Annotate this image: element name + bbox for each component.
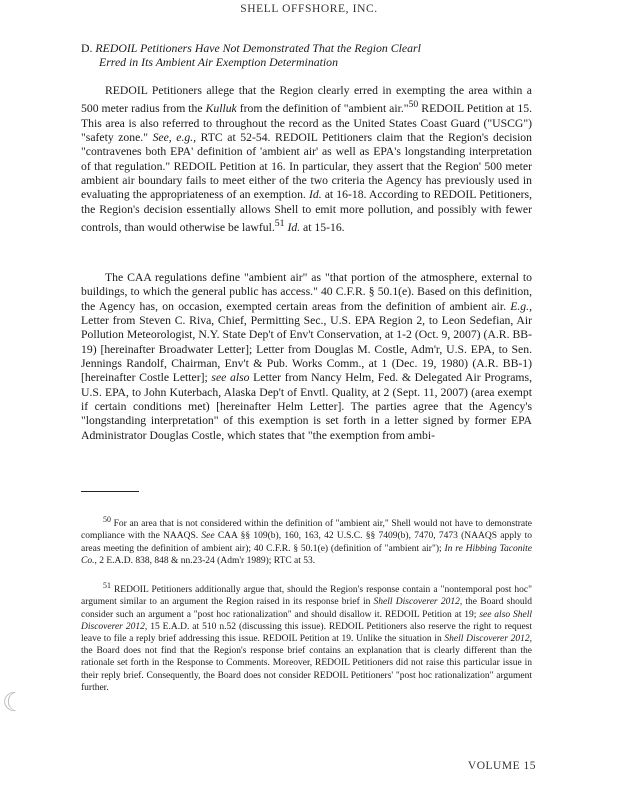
footnote-51-number: 51 — [103, 581, 111, 590]
body-paragraph-2 — [81, 271, 532, 443]
fn51-text-a: REDOIL Petitioners additionally argue that, should the Region's response contain a "nontemporal post hoc" argument similar to an argument the Region raised in its response brief in — [81, 585, 532, 608]
p1-text-a: REDOIL Petitioners allege that the Region clearly erred in exempting the area within a 500 meter radius from the — [81, 84, 532, 116]
footnote-50-number: 50 — [103, 515, 111, 524]
p1-signal-see: See, e.g., — [152, 130, 197, 144]
p1-id-2: Id. — [287, 220, 301, 234]
fn51-signal-see-also: see also Shell Discoverer 2012 — [81, 609, 532, 632]
footnote-ref-51: 51 — [274, 217, 285, 229]
section-title-line-1: REDOIL Petitioners Have Not Demonstrated That the Region Clearl — [95, 41, 421, 55]
fn50-text-c: , 2 E.A.D. 838, 848 & nn.23-24 (Adm'r 1989); RTC at 53. — [94, 555, 316, 566]
fn50-case-name: In re Hibbing Taconite Co. — [81, 543, 532, 566]
p1-id-1: Id. — [308, 188, 322, 202]
p1-text-d: RTC at 52-54. REDOIL Petitioners claim that the Region's decision "contravenes both EPA' definition of 'ambient air' as well as EPA's longstanding interpretation of that regulation." REDOIL Petition at 16. In particular, they assert that the Region' 500 meter ambient air boundary fails to meet either of the two criteria the Agency has previously used in evaluating the appropriateness of an exemption. — [81, 130, 532, 202]
fn51-case-name-2: Shell Discoverer 2012 — [444, 633, 530, 644]
footnote-51 — [81, 580, 532, 694]
fn51-text-d: , the Board does not find that the Region's response brief contains an explanation that is clearly different than the rationale set forth in the Response to Comments. Moreover, REDOIL Petitioners did not raise this particular issue in their reply brief. Consequently, the Board does not consider REDOIL Petitioners' "post hoc rationalization" argument further. — [81, 633, 532, 693]
running-head: SHELL OFFSHORE, INC. — [240, 3, 378, 15]
p2-text-b: Letter from Steven C. Riva, Chief, Permitting Sec., U.S. EPA Region 2, to Leon Sedefian, Air Pollution Meteorologist, N.Y. State Dep't of Env't Conservation, at 1-2 (Oct. 9, 2007) (A.R. BB-19) [hereinafter Broadwater Letter]; Letter from Douglas M. Costle, Adm'r, U.S. EPA, to Sen. Jennings Randolf, Chairman, Env't & Pub. Works Comm., at 1 (Dec. 19, 1980) (A.R. BB-1) [hereinafter Costle Letter]; — [81, 314, 532, 385]
p2-signal-eg: E.g., — [510, 299, 532, 313]
p2-text-a: The CAA regulations define "ambient air" as "that portion of the atmosphere, external to buildings, to which the general public has access." 40 C.F.R. § 50.1(e). Based on this definition, the Agency has, on occasion, exempted certain areas from the definition of ambient air. — [81, 271, 532, 313]
p1-text-e: at 16-18. According to REDOIL Petitioners, the Region's decision essentially allows Shell to emit more pollution, and possibly with fewer controls, than would otherwise be lawful. — [81, 188, 532, 234]
section-title-line-2: Erred in Its Ambient Air Exemption Determination — [99, 55, 338, 69]
footnote-divider — [81, 491, 139, 492]
fn51-case-name-1: Shell Discoverer 2012 — [373, 597, 460, 608]
section-label: D. — [81, 41, 93, 55]
section-heading-line-1 — [81, 41, 511, 55]
p2-text-c: Letter from Nancy Helm, Fed. & Delegated Air Programs, U.S. EPA, to John Kuterbach, Alaska Dep't of Envtl. Quality, at 2 (Sept. 11, 2007) (area exempt if certain conditions met) [hereinafter Helm Letter]. The parties agree that the Agency's "longstanding interpretation" of this exemption is set forth in a letter signed by former EPA Administrator Douglas Costle, which states that "the exemption from ambi- — [81, 371, 532, 442]
fn50-text-b: CAA §§ 109(b), 160, 163, 42 U.S.C. §§ 7409(b), 7470, 7473 (NAAQS apply to areas meeting the definition of ambient air); 40 C.F.R. § 50.1(e) (definition of "ambient air"); — [81, 531, 532, 554]
fn50-signal-see: See — [201, 531, 215, 542]
footnote-ref-50: 50 — [408, 99, 419, 111]
p1-text-b: from the definition of "ambient air." — [236, 102, 409, 116]
p1-text-f: at 15-16. — [300, 220, 345, 234]
fn51-text-c: , 15 E.A.D. at 510 n.52 (discussing this issue). REDOIL Petitioners also reserve the right to request leave to file a reply brief addressing this issue. REDOIL Petition at 19. Unlike the situation in — [81, 621, 532, 644]
volume-footer: VOLUME 15 — [467, 760, 536, 772]
crescent-mark-icon: ☾ — [2, 688, 26, 718]
section-heading — [81, 41, 511, 69]
footnote-50 — [81, 514, 532, 567]
p2-signal-see-also: see also — [211, 371, 250, 385]
fn51-text-b: , the Board should consider such an argument a "post hoc rationalization" and should disallow it. REDOIL Petition at 19; — [81, 597, 532, 620]
body-paragraph-1 — [81, 84, 532, 235]
p1-text-c: REDOIL Petition at 15. This area is also referred to throughout the record as the United States Coast Guard ("USCG") "safety zone." — [81, 102, 533, 144]
p1-vessel-name: Kulluk — [205, 102, 237, 116]
fn50-text-a: For an area that is not considered within the definition of "ambient air," Shell would not have to demonstrate compliance with the NAAQS. — [81, 519, 532, 542]
